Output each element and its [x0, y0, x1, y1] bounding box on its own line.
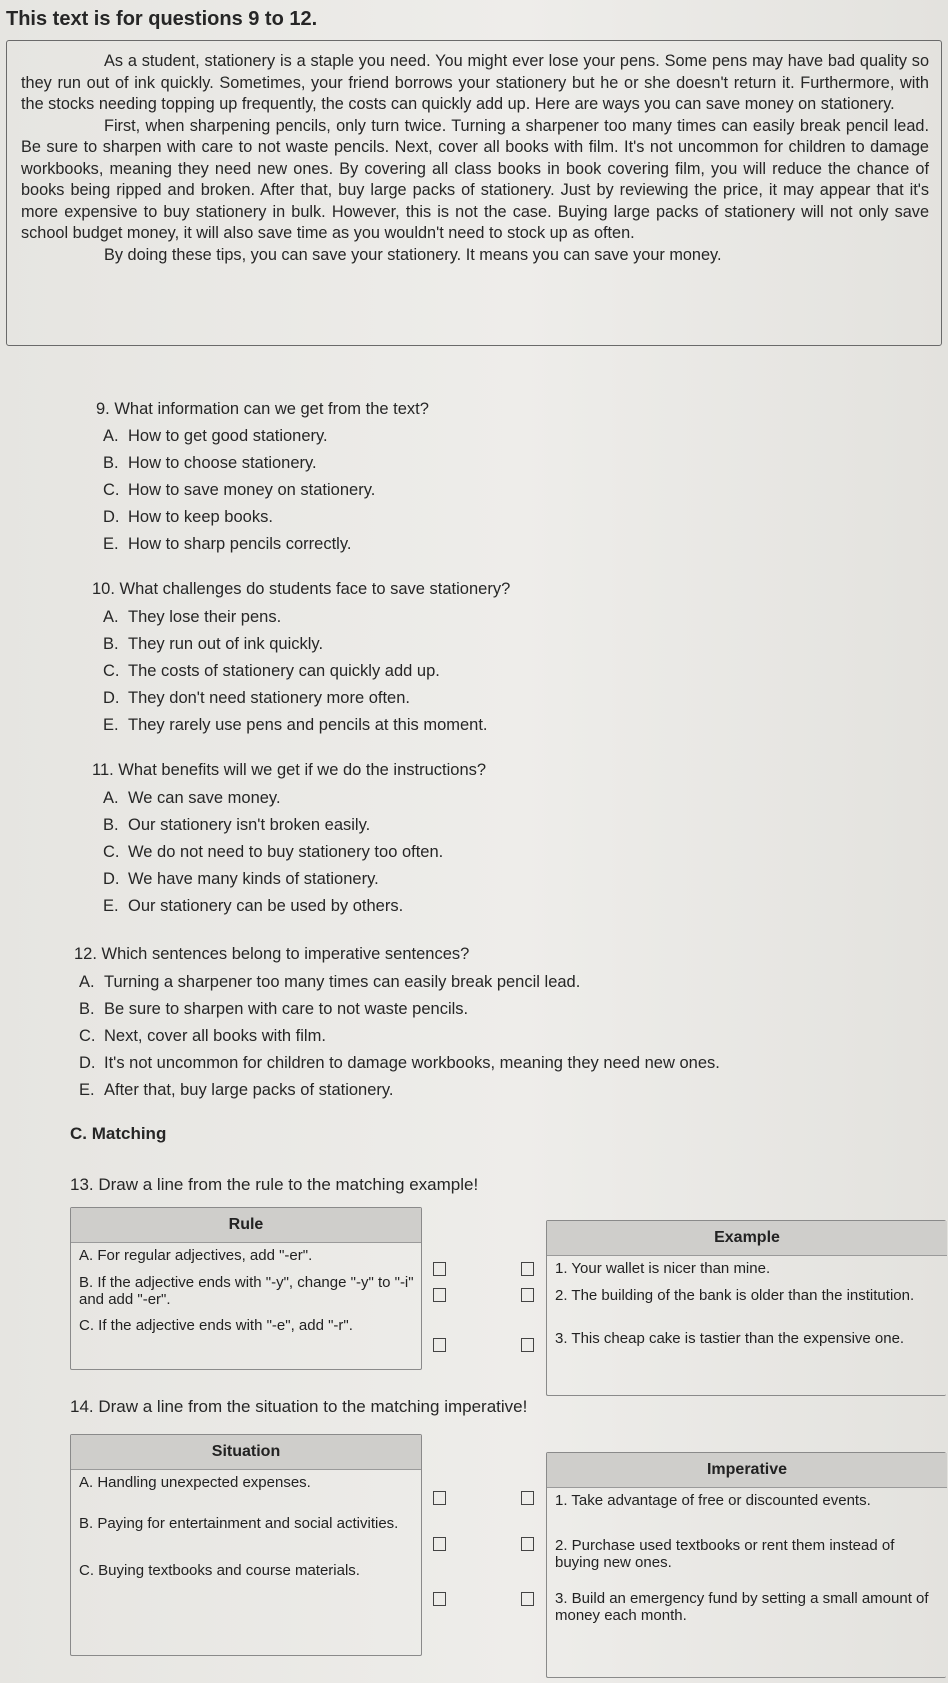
situation-c: C. Buying textbooks and course materials.	[79, 1562, 360, 1579]
rule-header: Rule	[71, 1208, 421, 1243]
rule-b-checkbox[interactable]	[433, 1288, 446, 1302]
q13-example-table	[546, 1220, 946, 1396]
option-a[interactable]: A. We can save money.	[103, 789, 281, 807]
question-14-title: 14. Draw a line from the situation to the matching imperative!	[70, 1397, 528, 1416]
option-d[interactable]: D. They don't need stationery more often.	[103, 689, 410, 707]
question-stem: 9. What information can we get from the text?	[96, 400, 429, 418]
option-d[interactable]: D. It's not uncommon for children to damage workbooks, meaning they need new ones.	[79, 1054, 720, 1072]
option-d[interactable]: D. We have many kinds of stationery.	[103, 870, 379, 888]
rule-a-checkbox[interactable]	[433, 1262, 446, 1276]
situation-b: B. Paying for entertainment and social activities.	[79, 1515, 399, 1532]
question-13-title: 13. Draw a line from the rule to the matching example!	[70, 1175, 479, 1194]
option-e[interactable]: E. After that, buy large packs of stationery.	[79, 1081, 394, 1099]
situation-b-checkbox[interactable]	[433, 1537, 446, 1551]
option-c[interactable]: C. We do not need to buy stationery too often.	[103, 843, 444, 861]
imperative-3: 3. Build an emergency fund by setting a small amount of money each month.	[555, 1590, 929, 1624]
imperative-2-checkbox[interactable]	[521, 1537, 534, 1551]
situation-header: Situation	[71, 1435, 421, 1470]
example-2: 2. The building of the bank is older than the institution.	[555, 1287, 915, 1304]
example-1: 1. Your wallet is nicer than mine.	[555, 1260, 771, 1277]
imperative-header: Imperative	[547, 1453, 947, 1488]
question-stem: 11. What benefits will we get if we do the instructions?	[92, 761, 487, 779]
option-a[interactable]: A. Turning a sharpener too many times can easily break pencil lead.	[79, 973, 581, 991]
passage-paragraph-1: As a student, stationery is a staple you need. You might ever lose your pens. Some pens may have bad quality so they run out of ink quickly. Sometimes, your friend borrows your stationery but he or she doesn't return it. Furthermore, with the stocks needing topping up frequently, the costs can quickly add up. Here are ways you can save money on stationery.	[21, 52, 929, 113]
situation-a: A. Handling unexpected expenses.	[79, 1474, 311, 1491]
situation-c-checkbox[interactable]	[433, 1592, 446, 1606]
option-e[interactable]: E. Our stationery can be used by others.	[103, 897, 404, 915]
option-e[interactable]: E. How to sharp pencils correctly.	[103, 535, 352, 553]
rule-c-checkbox[interactable]	[433, 1338, 446, 1352]
example-header: Example	[547, 1221, 947, 1256]
example-3: 3. This cheap cake is tastier than the expensive one.	[555, 1330, 905, 1347]
option-b[interactable]: B. Be sure to sharpen with care to not waste pencils.	[79, 1000, 469, 1018]
option-d[interactable]: D. How to keep books.	[103, 508, 273, 526]
question-stem: 12. Which sentences belong to imperative sentences?	[74, 945, 470, 963]
q14-imperative-table	[546, 1452, 946, 1678]
example-2-checkbox[interactable]	[521, 1288, 534, 1302]
situation-a-checkbox[interactable]	[433, 1491, 446, 1505]
option-a[interactable]: A. They lose their pens.	[103, 608, 282, 626]
option-c[interactable]: C. Next, cover all books with film.	[79, 1027, 326, 1045]
passage-paragraph-2: First, when sharpening pencils, only turn twice. Turning a sharpener too many times can easily break pencil lead. Be sure to sharpen with care to not waste pencils. Next, cover all books with film. It's not uncommon for children to damage workbooks, meaning they need new ones. By covering all class books in book covering film, you will reduce the chance of books being ripped and broken. After that, buy large packs of stationery. Just by reviewing the price, it may appear that it's more expensive to buy stationery in bulk. However, this is not the case. Buying large packs of stationery will not only save school budget money, it will also save time as you wouldn't need to stock up as often.	[21, 116, 929, 242]
section-header: This text is for questions 9 to 12.	[6, 8, 318, 30]
imperative-2: 2. Purchase used textbooks or rent them instead of buying new ones.	[555, 1537, 895, 1571]
question-stem: 10. What challenges do students face to save stationery?	[92, 580, 511, 598]
imperative-1: 1. Take advantage of free or discounted events.	[555, 1492, 871, 1509]
option-b[interactable]: B. How to choose stationery.	[103, 454, 317, 472]
imperative-3-checkbox[interactable]	[521, 1592, 534, 1606]
q13-rule-table	[70, 1207, 422, 1370]
reading-passage	[6, 40, 942, 346]
example-3-checkbox[interactable]	[521, 1338, 534, 1352]
option-e[interactable]: E. They rarely use pens and pencils at this moment.	[103, 716, 488, 734]
option-b[interactable]: B. They run out of ink quickly.	[103, 635, 324, 653]
option-c[interactable]: C. The costs of stationery can quickly add up.	[103, 662, 440, 680]
imperative-1-checkbox[interactable]	[521, 1491, 534, 1505]
option-b[interactable]: B. Our stationery isn't broken easily.	[103, 816, 371, 834]
passage-paragraph-3: By doing these tips, you can save your stationery. It means you can save your money.	[104, 245, 722, 264]
q14-situation-table	[70, 1434, 422, 1656]
option-c[interactable]: C. How to save money on stationery.	[103, 481, 376, 499]
example-1-checkbox[interactable]	[521, 1262, 534, 1276]
rule-b: B. If the adjective ends with "-y", change "-y" to "-i" and add "-er".	[79, 1274, 414, 1308]
rule-a: A. For regular adjectives, add "-er".	[79, 1247, 313, 1264]
option-a[interactable]: A. How to get good stationery.	[103, 427, 328, 445]
section-c-heading: C. Matching	[70, 1124, 167, 1143]
rule-c: C. If the adjective ends with "-e", add "-r".	[79, 1317, 353, 1334]
